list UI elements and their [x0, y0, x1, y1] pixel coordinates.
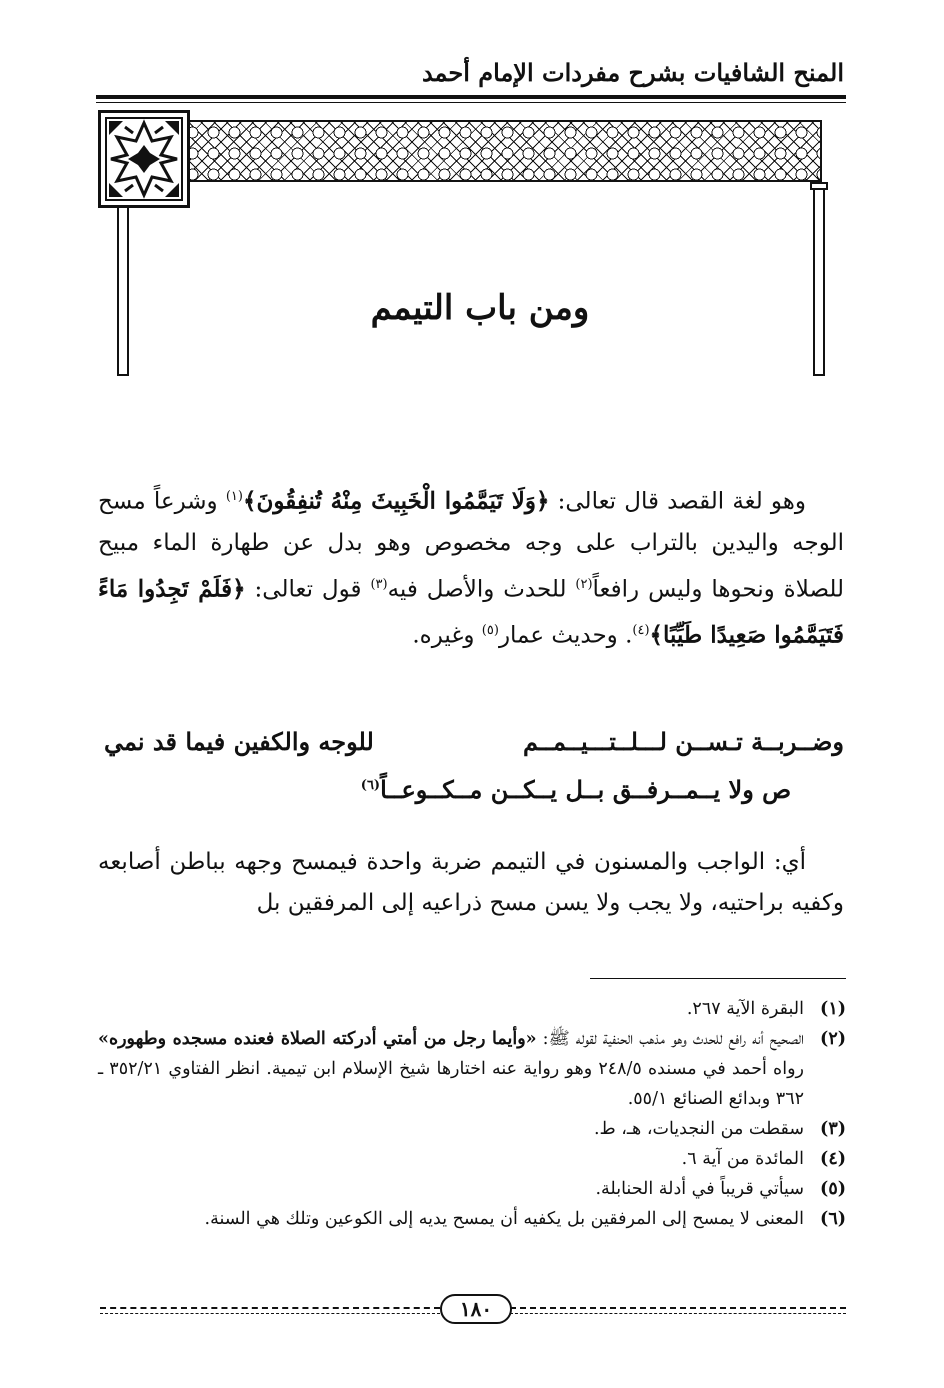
verse-hemistich: للوجه والكفين فيما قد نمي: [104, 727, 374, 756]
bottom-rule: [100, 1307, 440, 1309]
footnote-text: البقرة الآية ٢٦٧.: [686, 999, 804, 1019]
paragraph-text: وشرعاً مسح الوجه واليدين بالتراب على وجه مخصوص وهو بدل عن طهارة الماء مبيح للصلاة ونحوها وليس رافعاً: [98, 488, 845, 603]
verse-hemistich: ص ولا يــمــرفــق بــل يــكــن مــكــوعــاً: [380, 775, 792, 804]
bottom-rule: [100, 1313, 440, 1314]
bottom-rule: [510, 1313, 846, 1314]
footnote-1: [98, 994, 846, 1024]
running-head: المنح الشافيات بشرح مفردات الإمام أحمد: [421, 58, 844, 87]
footnote-marker: (٢): [575, 576, 593, 592]
paragraph-text: للحدث والأصل فيه: [387, 576, 567, 603]
ornament-pillar-left: [117, 208, 129, 376]
quran-quote: ﴿فَلَمْ تَجِدُوا مَاءً فَتَيَمَّمُوا صَعِيدًا طَيِّبًا﴾: [98, 575, 844, 649]
hadith-quote: «وأيما رجل من أمتي أدركته الصلاة فعنده مسجده وطهوره»: [98, 1029, 537, 1049]
footnote-separator: [590, 978, 846, 979]
geometric-star-ornament: [105, 117, 183, 201]
verse-hemistich: وضــربــة تـســن لـــلــتـــيــمــم: [522, 727, 844, 756]
footnote-number: (١): [820, 999, 846, 1019]
quran-quote: ﴿وَلَا تَيَمَّمُوا الْخَبِيثَ مِنْهُ تُنفِقُونَ﴾: [242, 487, 550, 515]
verse-line-1: [98, 721, 844, 763]
ornament-pillar-cap: [810, 182, 828, 190]
footnote-text: المائدة من آية ٦.: [681, 1149, 804, 1169]
footnote-6: [98, 1204, 846, 1234]
footnote-marker: (٦): [360, 778, 381, 793]
footnote-marker: (٣): [370, 576, 388, 592]
footnote-text: رواه أحمد في مسنده ٢٤٨/٥ وهو رواية عنه اختارها شيخ الإسلام ابن تيمية. انظر الفتاوي ٣٥٢/٢١ ـ ٣٦٢ وبدائع الصنائع ٥٥/١.: [98, 1059, 804, 1109]
paragraph-text: وغيره.: [412, 622, 475, 649]
bottom-rule: [510, 1307, 846, 1309]
paragraph-commentary: [98, 842, 844, 924]
footnote-marker: (٤): [632, 623, 650, 639]
footnote-text: سيأتي قريباً في أدلة الحنابلة.: [595, 1179, 804, 1199]
paragraph-text: أي: الواجب والمسنون في التيمم ضربة واحدة فيمسح وجهه بباطن أصابعه وكفيه براحتيه، ولا يجب ولا يسن مسح ذراعيه إلى المرفقين بل: [98, 849, 844, 916]
paragraph-definition: [98, 476, 844, 657]
footnotes: [98, 994, 846, 1234]
footnote-4: [98, 1144, 846, 1174]
verse-line-2: [98, 765, 844, 811]
footnote-marker: (٥): [481, 623, 499, 639]
footnote-number: (٣): [820, 1119, 846, 1139]
footnote-number: (٤): [820, 1149, 846, 1169]
header-rule: [96, 95, 846, 99]
ornament-corner-tile: [98, 110, 190, 208]
page-number: ١٨٠: [440, 1294, 512, 1324]
footnote-number: (٢): [820, 1029, 846, 1049]
ornamental-header-band: [180, 120, 822, 182]
footnote-2: [98, 1024, 846, 1114]
footnote-number: (٦): [820, 1209, 846, 1229]
paragraph-text: وهو لغة القصد قال تعالى:: [557, 488, 807, 515]
footnote-number: (٥): [820, 1179, 846, 1199]
footnote-text: سقطت من النجديات، هـ، ط.: [593, 1119, 804, 1139]
footnote-text: الصحيح أنه رافع للحدث وهو مذهب الحنفية لقوله ﷺ:: [542, 1029, 804, 1049]
footnote-5: [98, 1174, 846, 1204]
ornament-pillar-right: [813, 190, 825, 376]
footnote-3: [98, 1114, 846, 1144]
footnote-text: المعنى لا يمسح إلى المرفقين بل يكفيه أن يمسح يديه إلى الكوعين وتلك هي السنة.: [204, 1209, 804, 1229]
chapter-title: ومن باب التيمم: [370, 288, 590, 328]
footnote-marker: (١): [225, 489, 243, 504]
header-rule-thin: [96, 102, 846, 103]
paragraph-text: . وحديث عمار: [498, 622, 633, 649]
paragraph-text: قول تعالى:: [254, 576, 362, 603]
